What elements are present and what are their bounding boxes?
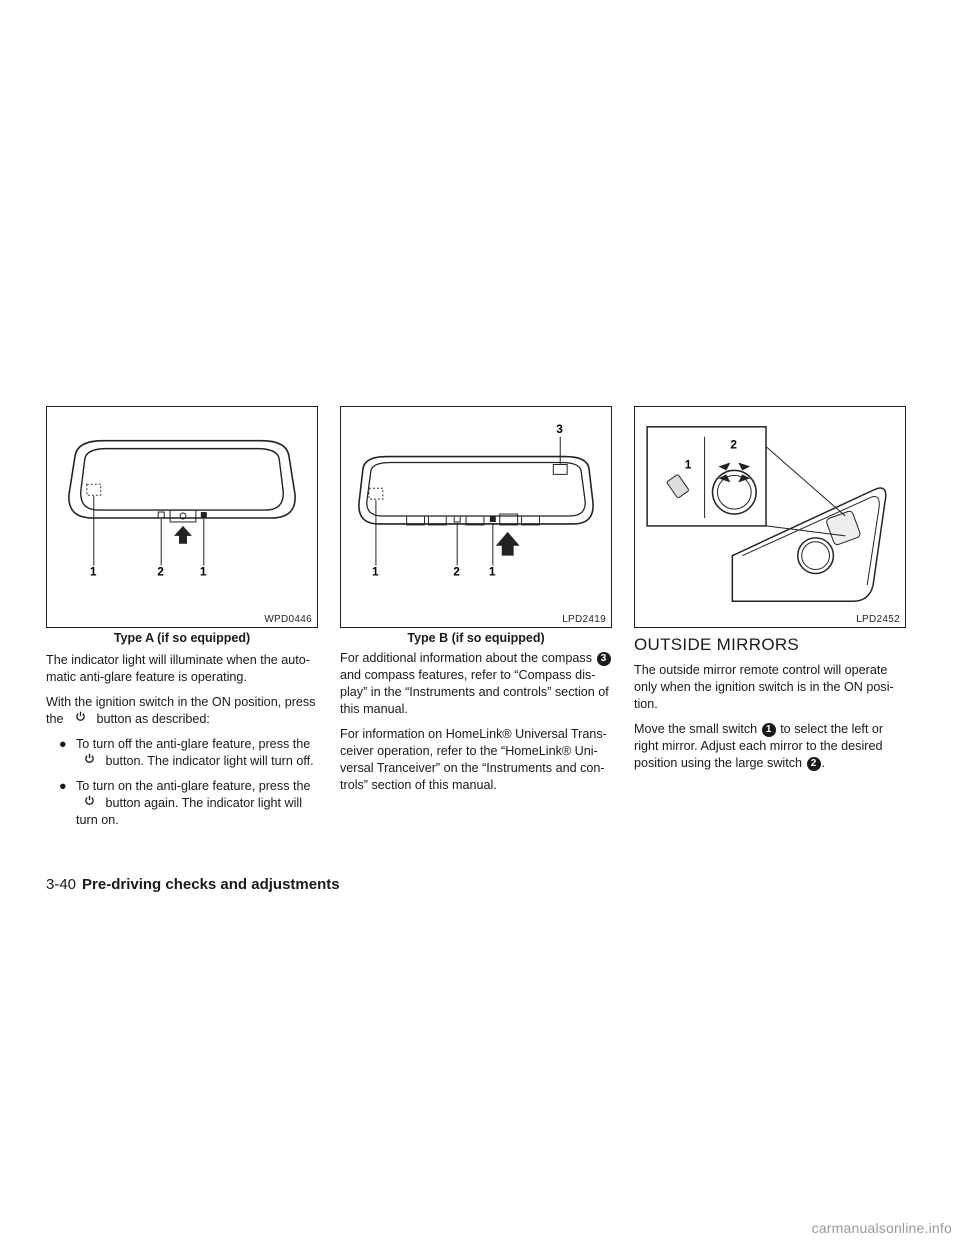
page-footer — [46, 876, 340, 893]
figure-code: LPD2452 — [856, 614, 900, 625]
paragraph: The indicator light will illuminate when the auto-matic anti-glare feature is operating. — [46, 653, 310, 684]
bullet-item: ● To turn on the anti-glare feature, press the button again. The indicator light will turn on. — [59, 779, 311, 827]
paragraph: The outside mirror remote control will operate only when the ignition switch is in the ON posi-tion. — [634, 663, 894, 711]
section-title: Pre-driving checks and adjustments — [82, 876, 340, 893]
callout-b-2: 2 — [453, 564, 460, 579]
figure-caption: Type B (if so equipped) — [407, 631, 545, 645]
figure-code: WPD0446 — [264, 614, 312, 625]
section-heading: OUTSIDE MIRRORS — [634, 635, 800, 654]
figure-type-b — [340, 406, 612, 628]
power-icon — [76, 795, 102, 807]
mirror-switch-illustration — [635, 407, 905, 627]
figure-caption: Type A (if so equipped) — [113, 631, 251, 645]
paragraph: For information on HomeLink® Universal Trans-ceiver operation, refer to the “HomeLink® Uni-versal Tranceiver” on the “Instruments and con-trols” section of this manual. — [340, 727, 607, 792]
callout-b-1b: 1 — [488, 564, 496, 579]
bullet-item: ● To turn off the anti-glare feature, press the button. The indicator light will turn off. — [59, 737, 314, 768]
paragraph: With the ignition switch in the ON position, press the button as described: — [46, 695, 316, 726]
callout-number: 2 — [807, 757, 821, 771]
callout-c-2: 2 — [730, 437, 737, 452]
paragraph: For additional information about the compass 3 and compass features, refer to “Compass dis-play” in the “Instruments and controls” section of this manual. — [340, 651, 609, 716]
callout-number: 1 — [762, 723, 776, 737]
column-2 — [340, 650, 616, 802]
column-1 — [46, 652, 322, 837]
page-number: 3-40 — [46, 876, 77, 893]
figure-code: LPD2419 — [562, 614, 606, 625]
callout-number: 3 — [597, 652, 611, 666]
callout-a-3: 1 — [199, 564, 207, 579]
watermark: carmanualsonline.info — [811, 1220, 952, 1236]
callout-c-1: 1 — [684, 457, 692, 472]
figure-mirror-switch — [634, 406, 906, 628]
figure-type-a — [46, 406, 318, 628]
callout-b-3: 3 — [556, 421, 563, 436]
callout-b-1a: 1 — [371, 564, 379, 579]
callout-a-2: 2 — [157, 564, 164, 579]
power-icon — [67, 711, 93, 723]
mirror-type-b-illustration — [341, 407, 611, 627]
callout-a-1: 1 — [89, 564, 97, 579]
power-icon — [76, 753, 102, 765]
mirror-type-a-illustration — [47, 407, 317, 627]
paragraph: Move the small switch 1 to select the left or right mirror. Adjust each mirror to the desired position using the large switch 2 . — [634, 722, 884, 770]
column-3 — [634, 636, 910, 780]
